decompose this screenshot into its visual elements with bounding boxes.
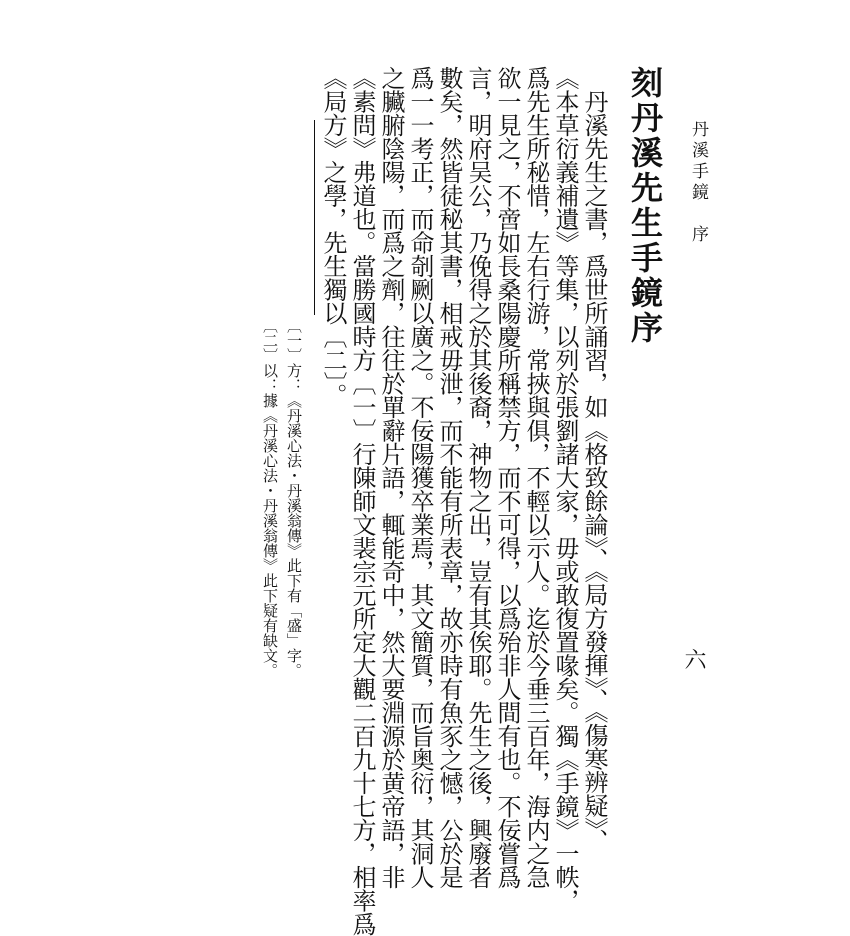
running-head: 丹溪手鏡 序 (688, 120, 708, 246)
page-title: 刻丹溪先生手鏡序 (626, 66, 664, 346)
body-line: 《素問》弗道也。當勝國時方〔一〕行陳師文裴宗元所定大觀二百九十七方，相率爲 (348, 66, 376, 936)
body-line: 之臟腑陰陽，而爲之劑，往往於單辭片語，輒能奇中，然大要淵源於黄帝語，非 (377, 66, 405, 889)
body-line: 丹溪先生之書，爲世所誦習，如《格致餘論》、《局方發揮》、《傷寒辨疑》、 (580, 66, 608, 852)
body-line: 言，明府吴公，乃俛得之於其後裔，神物之出，豈有其俟耶。先生之後，興廢者 (464, 66, 492, 889)
body-line: 《局方》之學，先生獨以〔二〕。 (319, 66, 347, 407)
footnote: 〔二〕以：據《丹溪心法・丹溪翁傳》此下疑有缺文。 (261, 318, 279, 678)
page-number: 六 (681, 648, 706, 670)
body-line: 欲一見之，不啻如長桑陽慶所稱禁方，而不可得，以爲殆非人間有也。不佞嘗爲 (493, 66, 521, 889)
body-line: 數矣，然皆徒秘其書，相戒毋泄，而不能有所表章，故亦時有魚豕之憾，公於是 (435, 66, 463, 889)
footnote-rule (314, 120, 315, 315)
body-line: 爲先生所秘惜，左右行游，常挾與俱，不輕以示人。迄於今垂三百年，海内之急 (522, 66, 550, 889)
footnote: 〔一〕方：《丹溪心法・丹溪翁傳》此下有「盛」字。 (285, 318, 303, 678)
body-line: 《本草衍義補遺》等集，以列於張劉諸大家，毋或敢復置喙矣。獨《手鏡》一帙， (551, 66, 579, 912)
body-line: 爲一一考正，而命剞劂以廣之。不佞陽獲卒業焉，其文簡質，而旨奥衍，其洞人 (406, 66, 434, 889)
